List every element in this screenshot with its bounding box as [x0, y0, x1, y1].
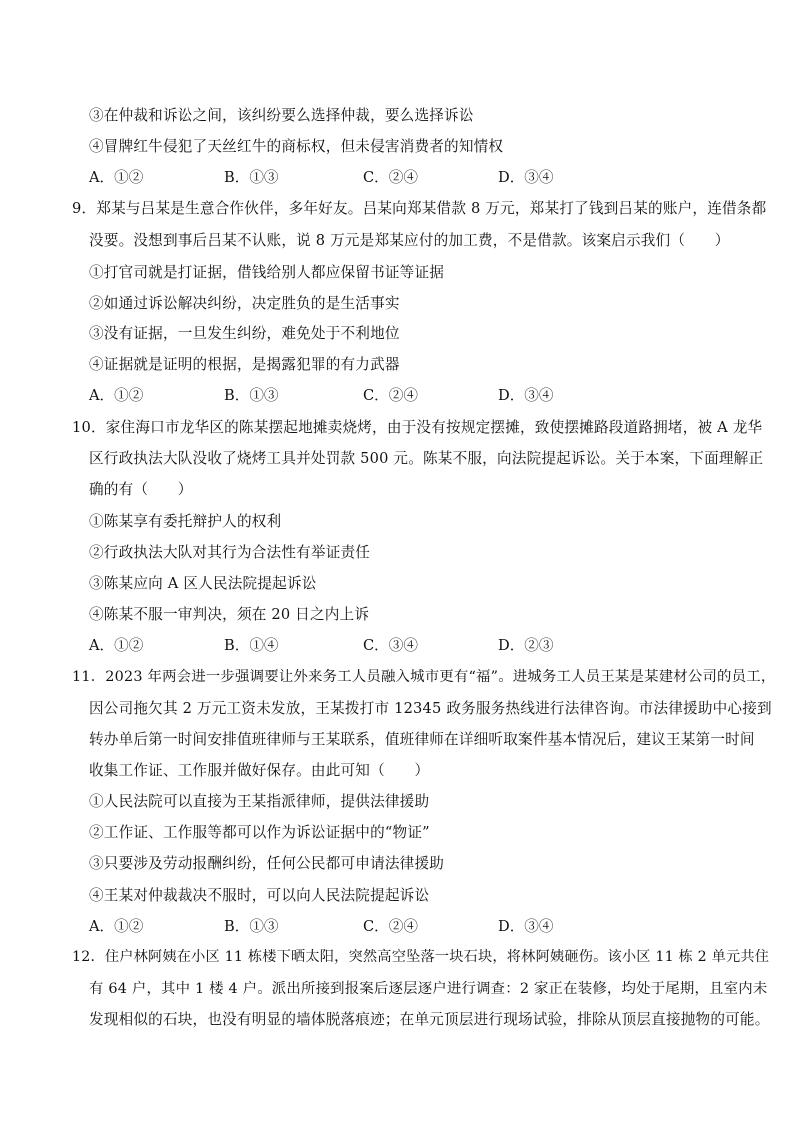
statement-2: ②如通过诉讼解决纠纷，决定胜负的是生活事实 — [89, 295, 400, 312]
statement-2: ②工作证、工作服等都可以作为诉讼证据中的“物证” — [89, 824, 430, 841]
statement-1: ①打官司就是打证据，借钱给别人都应保留书证等证据 — [89, 264, 445, 281]
question-stem-line: 确的有（ ） — [89, 481, 193, 498]
question-stem-line: 发现相似的石块，也没有明显的墙体脱落痕迹；在单元顶层进行现场试验，排除从顶层直接抛物的可能。 — [89, 1011, 770, 1028]
statement-4: ④王某对仲裁裁决不服时，可以向人民法院提起诉讼 — [89, 887, 430, 904]
statement-4: ④冒牌红牛侵犯了天丝红牛的商标权，但未侵害消费者的知情权 — [89, 138, 504, 155]
option-c: C．②④ — [363, 387, 418, 404]
option-a: A．①② — [89, 637, 144, 654]
statement-3: ③在仲裁和诉讼之间，该纠纷要么选择仲裁，要么选择诉讼 — [89, 107, 474, 124]
option-b: B．①③ — [224, 387, 279, 404]
statement-3: ③没有证据，一旦发生纠纷，难免处于不利地位 — [89, 325, 400, 342]
option-b: B．①③ — [224, 169, 279, 186]
statement-4: ④陈某不服一审判决，须在 20 日之内上诉 — [89, 606, 370, 623]
option-c: C．②④ — [363, 169, 418, 186]
statement-1: ①人民法院可以直接为王某指派律师，提供法律援助 — [89, 793, 430, 810]
question-stem-line: 转办单后第一时间安排值班律师与王某联系，值班律师在详细听取案件基本情况后，建议王某第一时间 — [89, 731, 755, 748]
option-b: B．①④ — [224, 637, 279, 654]
question-stem-line: 区行政执法大队没收了烧烤工具并处罚款 500 元。陈某不服，向法院提起诉讼。关于本案，下面理解正 — [89, 450, 764, 467]
statement-3: ③只要涉及劳动报酬纠纷，任何公民都可申请法律援助 — [89, 855, 445, 872]
statement-1: ①陈某享有委托辩护人的权利 — [89, 513, 282, 530]
question-stem-line: 12．住户林阿姨在小区 11 栋楼下晒太阳，突然高空坠落一块石块，将林阿姨砸伤。该小区 11 栋 2 单元共住 — [72, 949, 770, 965]
question-stem-line: 9．郑某与吕某是生意合作伙伴，多年好友。吕某向郑某借款 8 万元，郑某打了钱到吕某的账户，连借条都 — [72, 200, 767, 217]
statement-4: ④证据就是证明的根据，是揭露犯罪的有力武器 — [89, 356, 400, 373]
statement-2: ②行政执法大队对其行为合法性有举证责任 — [89, 544, 371, 561]
option-d: D．③④ — [498, 169, 554, 186]
question-stem-line: 因公司拖欠其 2 万元工资未发放，王某拨打市 12345 政务服务热线进行法律咨询。市法律援助中心接到 — [89, 700, 772, 717]
option-c: C．②④ — [363, 918, 418, 935]
question-stem-line: 收集工作证、工作服并做好保存。由此可知（ ） — [89, 762, 430, 779]
option-a: A．①② — [89, 918, 144, 935]
option-a: A．①② — [89, 169, 144, 186]
question-stem-line: 10．家住海口市龙华区的陈某摆起地摊卖烧烤，由于没有按规定摆摊，致使摆摊路段道路拥堵，被 A 龙华 — [72, 419, 763, 436]
option-b: B．①③ — [224, 918, 279, 935]
option-a: A．①② — [89, 387, 144, 404]
question-stem-line: 11．2023 年两会进一步强调要让外来务工人员融入城市更有“福”。进城务工人员王某是某建材公司的员工， — [72, 669, 776, 685]
option-c: C．③④ — [363, 637, 418, 654]
option-d: D．③④ — [498, 387, 554, 404]
option-d: D．②③ — [498, 637, 554, 654]
question-stem-line: 没要。没想到事后吕某不认账，说 8 万元是郑某应付的加工费，不是借款。该案启示我们（ ） — [89, 232, 730, 249]
question-stem-line: 有 64 户，其中 1 楼 4 户。派出所接到报案后逐层逐户进行调查：2 家正在装修，均处于尾期，且室内未 — [89, 981, 768, 997]
statement-3: ③陈某应向 A 区人民法院提起诉讼 — [89, 575, 317, 592]
option-d: D．③④ — [498, 918, 554, 935]
